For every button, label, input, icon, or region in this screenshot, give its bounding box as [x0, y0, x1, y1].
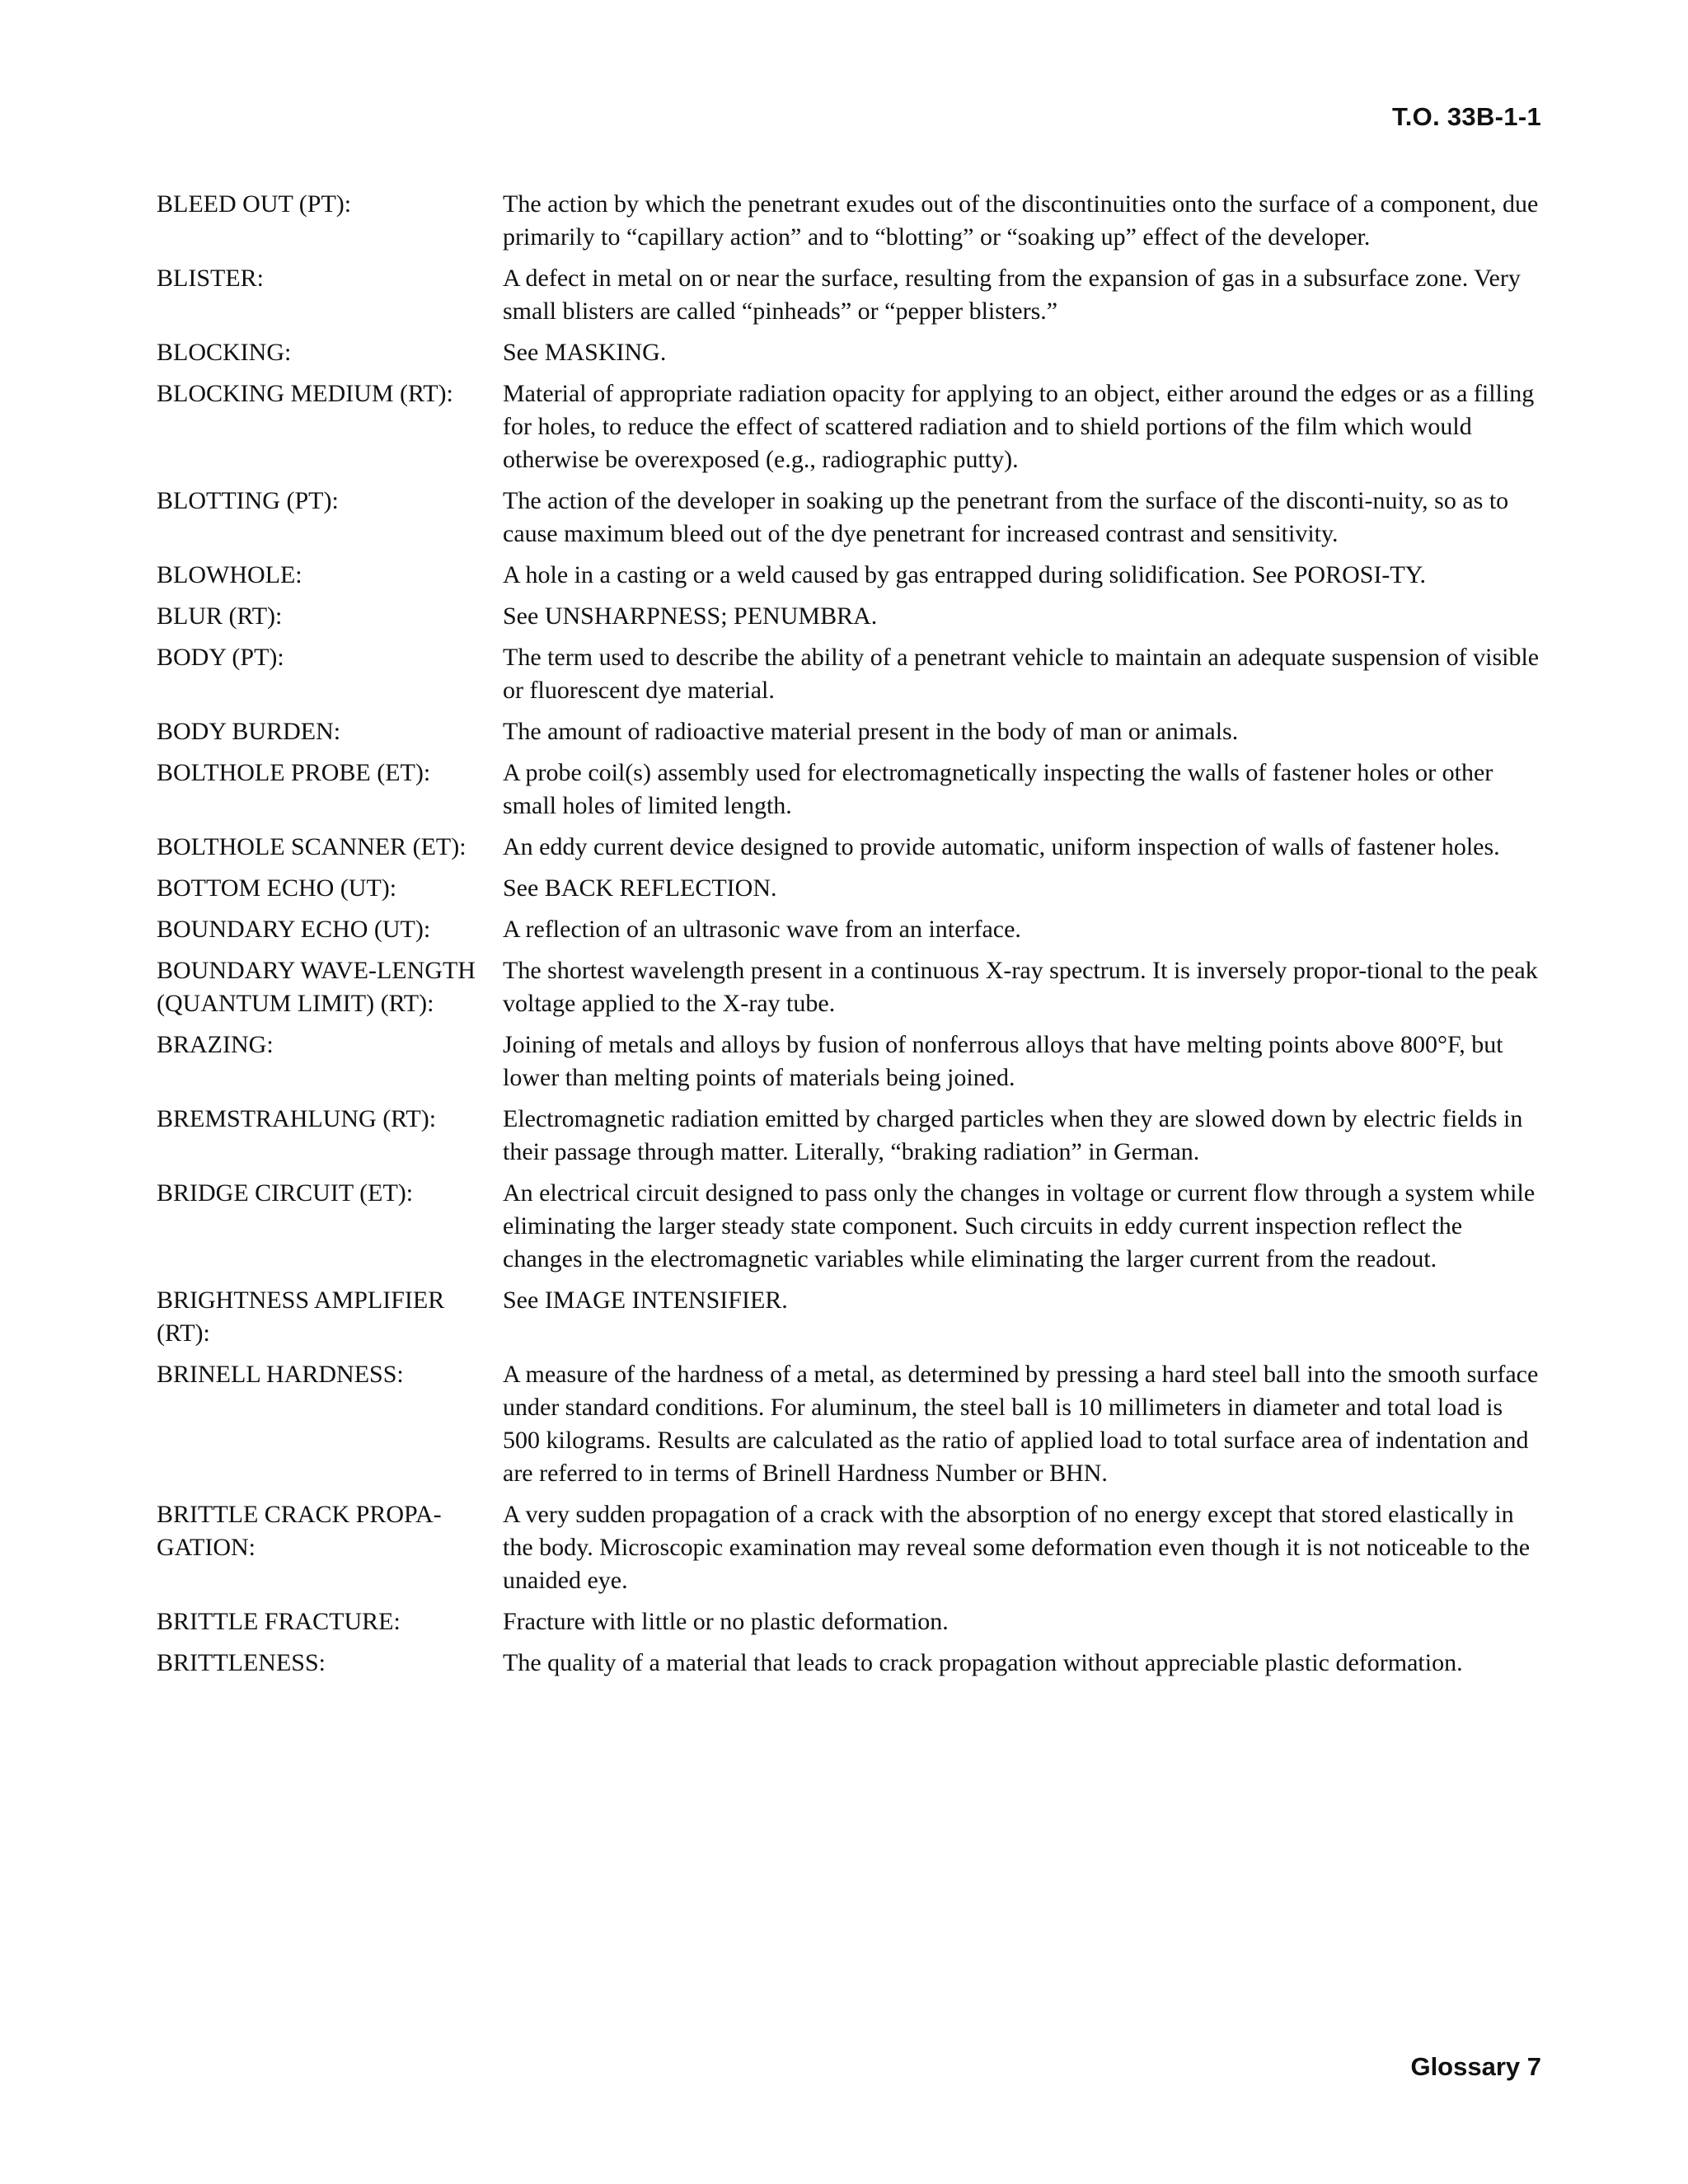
glossary-entry — [157, 1029, 1541, 1094]
glossary-entry — [157, 1647, 1541, 1680]
glossary-entry — [157, 1284, 1541, 1350]
glossary-term: BOUNDARY WAVE-LENGTH (QUANTUM LIMIT) (RT): — [157, 957, 476, 1017]
glossary-definition: See BACK REFLECTION. — [503, 874, 777, 902]
glossary-entry — [157, 715, 1541, 748]
glossary-definition: The quality of a material that leads to crack propagation without appreciable plastic deformation. — [503, 1649, 1463, 1676]
glossary-term: BODY BURDEN: — [157, 718, 341, 745]
glossary-term: BRITTLE CRACK PROPA-GATION: — [157, 1501, 442, 1561]
glossary-entry — [157, 1103, 1541, 1169]
glossary-term: BRINELL HARDNESS: — [157, 1361, 404, 1388]
glossary-term: BOUNDARY ECHO (UT): — [157, 916, 431, 943]
glossary-term: BRITTLENESS: — [157, 1649, 326, 1676]
glossary-entry — [157, 1358, 1541, 1490]
glossary-definition: Electromagnetic radiation emitted by charged particles when they are slowed down by electric fields in their passage through matter. Literally, “braking radiation” in German. — [503, 1105, 1523, 1165]
glossary-term: BRAZING: — [157, 1031, 274, 1058]
glossary-definition: Joining of metals and alloys by fusion of nonferrous alloys that have melting points above 800°F, but lower than melting points of materials being joined. — [503, 1031, 1503, 1091]
glossary-term: BLISTER: — [157, 265, 265, 292]
glossary-definition: See UNSHARPNESS; PENUMBRA. — [503, 602, 878, 630]
glossary-entry — [157, 336, 1541, 369]
glossary-entry — [157, 262, 1541, 328]
glossary-entry — [157, 1498, 1541, 1597]
glossary-entry — [157, 954, 1541, 1020]
glossary-definition: The amount of radioactive material present in the body of man or animals. — [503, 718, 1239, 745]
glossary-definition: A measure of the hardness of a metal, as determined by pressing a hard steel ball into the smooth surface under standard conditions. For aluminum, the steel ball is 10 millimeters in diameter and total load is 500 kilograms. Results are calculated as the ratio of applied load to total surface area of indentation and are referred to in terms of Brinell Hardness Number or BHN. — [503, 1361, 1539, 1487]
glossary-definition: Fracture with little or no plastic deformation. — [503, 1608, 949, 1635]
glossary-definition: A probe coil(s) assembly used for electromagnetically inspecting the walls of fastener holes or other small holes of limited length. — [503, 759, 1493, 819]
glossary-definition: A defect in metal on or near the surface, resulting from the expansion of gas in a subsurface zone. Very small blisters are called “pinheads” or “pepper blisters.” — [503, 265, 1521, 325]
glossary-entry — [157, 485, 1541, 551]
glossary-definition: A reflection of an ultrasonic wave from an interface. — [503, 916, 1021, 943]
glossary-term: BREMSTRAHLUNG (RT): — [157, 1105, 437, 1132]
glossary-definition: The action by which the penetrant exudes out of the discontinuities onto the surface of a component, due primarily to “capillary action” and to “blotting” or “soaking up” effect of the developer. — [503, 190, 1539, 251]
glossary-entry — [157, 377, 1541, 476]
glossary-entry — [157, 757, 1541, 823]
glossary-term: BOTTOM ECHO (UT): — [157, 874, 397, 902]
glossary-entry — [157, 559, 1541, 592]
glossary-term: BRITTLE FRACTURE: — [157, 1608, 401, 1635]
glossary-definition: A hole in a casting or a weld caused by gas entrapped during solidification. See POROSI-TY. — [503, 561, 1427, 588]
glossary-term: BLOTTING (PT): — [157, 487, 339, 514]
glossary-term: BLEED OUT (PT): — [157, 190, 352, 218]
glossary-term: BODY (PT): — [157, 644, 284, 671]
glossary-term: BLOCKING: — [157, 339, 292, 366]
glossary-definition: See MASKING. — [503, 339, 667, 366]
glossary-term: BOLTHOLE SCANNER (ET): — [157, 833, 467, 860]
glossary-entry — [157, 1605, 1541, 1638]
glossary-term: BRIGHTNESS AMPLIFIER (RT): — [157, 1286, 445, 1347]
glossary-list — [157, 188, 1541, 1688]
glossary-entry — [157, 641, 1541, 707]
glossary-entry — [157, 831, 1541, 864]
document-id-header: T.O. 33B-1-1 — [1391, 102, 1541, 131]
glossary-entry — [157, 188, 1541, 254]
glossary-term: BLOWHOLE: — [157, 561, 302, 588]
glossary-definition: The action of the developer in soaking up the penetrant from the surface of the disconti-nuity, so as to cause maximum bleed out of the dye penetrant for increased contrast and sensitivity. — [503, 487, 1509, 547]
glossary-entry — [157, 872, 1541, 905]
glossary-term: BRIDGE CIRCUIT (ET): — [157, 1179, 414, 1207]
glossary-definition: An eddy current device designed to provide automatic, uniform inspection of walls of fastener holes. — [503, 833, 1500, 860]
glossary-term: BLUR (RT): — [157, 602, 283, 630]
glossary-entry — [157, 600, 1541, 633]
glossary-entry — [157, 913, 1541, 946]
glossary-definition: The shortest wavelength present in a continuous X-ray spectrum. It is inversely propor-tional to the peak voltage applied to the X-ray tube. — [503, 957, 1538, 1017]
glossary-definition: The term used to describe the ability of a penetrant vehicle to maintain an adequate suspension of visible or fluorescent dye material. — [503, 644, 1540, 704]
glossary-definition: See IMAGE INTENSIFIER. — [503, 1286, 788, 1314]
glossary-definition: A very sudden propagation of a crack with the absorption of no energy except that stored elastically in the body. Microscopic examination may reveal some deformation even though it is not noticeable to the unaided eye. — [503, 1501, 1531, 1594]
glossary-entry — [157, 1177, 1541, 1276]
glossary-term: BLOCKING MEDIUM (RT): — [157, 380, 453, 407]
glossary-term: BOLTHOLE PROBE (ET): — [157, 759, 431, 786]
glossary-definition: An electrical circuit designed to pass only the changes in voltage or current flow through a system while eliminating the larger steady state component. Such circuits in eddy current inspection reflect the changes in the electromagnetic variables while eliminating the larger current from the readout. — [503, 1179, 1536, 1272]
page-label-footer: Glossary 7 — [1410, 2052, 1541, 2081]
glossary-definition: Material of appropriate radiation opacity for applying to an object, either around the edges or as a filling for holes, to reduce the effect of scattered radiation and to shield portions of the film which would otherwise be overexposed (e.g., radiographic putty). — [503, 380, 1535, 473]
